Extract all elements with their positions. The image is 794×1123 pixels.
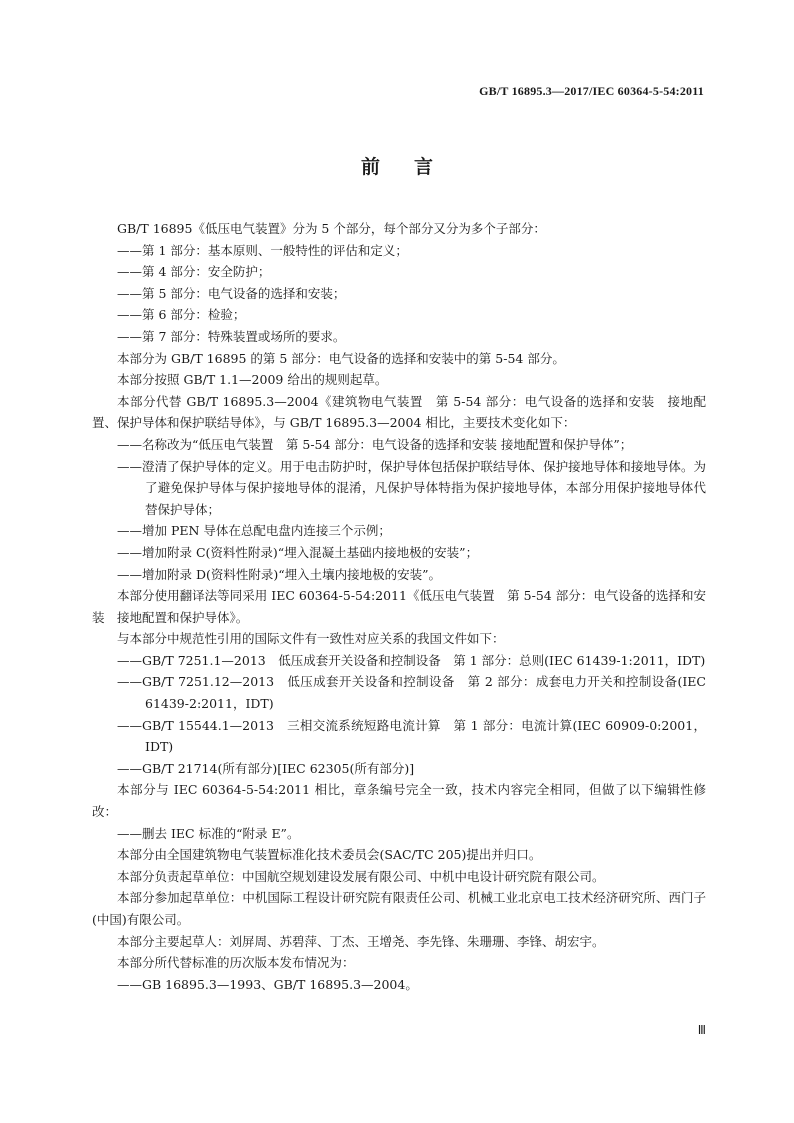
paragraph: 本部分与 IEC 60364-5-54:2011 相比，章条编号完全一致，技术内容完全相同，但做了以下编辑性修改： [92, 782, 706, 820]
paragraph: 本部分所代替标准的历次版本发布情况为： [117, 955, 355, 971]
standard-code-header: GB/T 16895.3—2017/IEC 60364-5-54:2011 [479, 84, 704, 98]
list-item: ——增加附录 D(资料性附录)“埋入土壤内接地极的安装”。 [117, 566, 442, 582]
list-item: ——名称改为“低压电气装置 第 5-54 部分：电气设备的选择和安装 接地配置和保护导体”； [117, 436, 633, 452]
list-item: ——第 4 部分：安全防护； [117, 264, 271, 280]
list-item: ——GB 16895.3—1993、GB/T 16895.3—2004。 [117, 976, 418, 992]
list-item: ——GB/T 7251.1—2013 低压成套开关设备和控制设备 第 1 部分：总则(IEC 61439-1:2011，IDT) [117, 652, 706, 668]
document-body [92, 218, 706, 995]
list-item: ——第 6 部分：检验； [117, 307, 246, 323]
paragraph: 本部分按照 GB/T 1.1—2009 给出的规则起草。 [117, 372, 388, 388]
paragraph: 本部分为 GB/T 16895 的第 5 部分：电气设备的选择和安装中的第 5-54 部分。 [117, 350, 565, 366]
page-number: Ⅲ [697, 1023, 706, 1037]
list-item: ——澄清了保护导体的定义。用于电击防护时，保护导体包括保护联结导体、保护接地导体和接地导体。为了避免保护导体与保护接地导体的混淆，凡保护导体特指为保护接地导体，本部分用保护接地导体代替保护导体； [117, 458, 706, 517]
list-item: ——删去 IEC 标准的“附录 E”。 [117, 825, 300, 841]
paragraph: 与本部分中规范性引用的国际文件有一致性对应关系的我国文件如下： [117, 631, 505, 647]
paragraph: 本部分主要起草人：刘屏周、苏碧萍、丁杰、王增尧、李先锋、朱珊珊、李锋、胡宏宇。 [117, 933, 605, 949]
list-item: ——第 5 部分：电气设备的选择和安装； [117, 285, 346, 301]
list-item: ——第 1 部分：基本原则、一般特性的评估和定义； [117, 242, 408, 258]
paragraph: 本部分使用翻译法等同采用 IEC 60364-5-54:2011《低压电气装置 第 5-54 部分：电气设备的选择和安装 接地配置和保护导体》。 [92, 588, 706, 625]
list-item: ——GB/T 15544.1—2013 三相交流系统短路电流计算 第 1 部分：电流计算(IEC 60909-0:2001，IDT) [117, 717, 706, 755]
paragraph: 本部分代替 GB/T 16895.3—2004《建筑物电气装置 第 5-54 部分：电气设备的选择和安装 接地配置、保护导体和保护联结导体》，与 GB/T 16895.3—2004 相比，主要技术变化如下： [92, 393, 706, 431]
list-item: ——增加附录 C(资料性附录)“埋入混凝土基础内接地极的安装”； [117, 544, 479, 560]
paragraph: GB/T 16895《低压电气装置》分为 5 个部分，每个部分又分为多个子部分： [117, 221, 546, 236]
list-item: ——GB/T 7251.12—2013 低压成套开关设备和控制设备 第 2 部分：成套电力开关和控制设备(IEC 61439-2:2011，IDT) [117, 674, 706, 712]
page-title: 前言 [360, 156, 467, 178]
list-item: ——第 7 部分：特殊装置或场所的要求。 [117, 328, 346, 344]
list-item: ——增加 PEN 导体在总配电盘内连接三个示例； [117, 523, 391, 539]
paragraph: 本部分负责起草单位：中国航空规划建设发展有限公司、中机中电设计研究院有限公司。 [117, 868, 605, 884]
paragraph: 本部分参加起草单位：中机国际工程设计研究院有限责任公司、机械工业北京电工技术经济研究所、西门子(中国)有限公司。 [92, 890, 706, 927]
list-item: ——GB/T 21714(所有部分)[IEC 62305(所有部分)] [117, 760, 415, 776]
paragraph: 本部分由全国建筑物电气装置标准化技术委员会(SAC/TC 205)提出并归口。 [117, 847, 542, 863]
